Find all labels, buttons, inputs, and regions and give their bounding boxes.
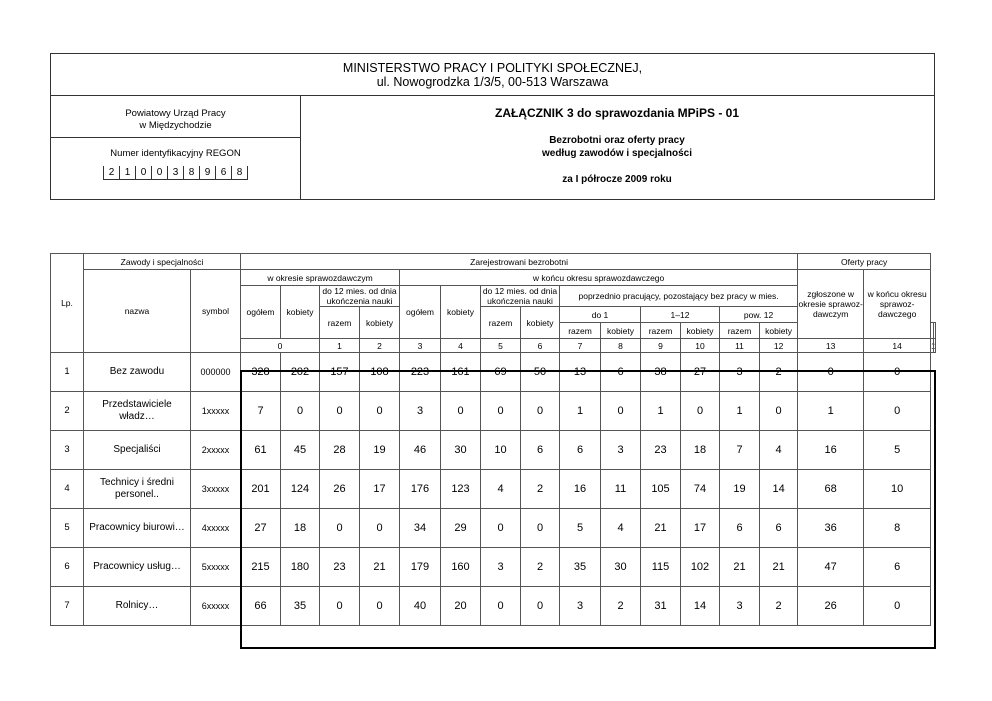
row-nazwa: Przedstawiciele władz… [84,392,191,431]
row-value: 21 [360,548,400,587]
row-value: 6 [560,431,601,470]
row-value: 38 [641,353,681,392]
header-ogolem-2: ogółem [400,286,441,339]
row-value: 74 [681,470,720,509]
row-value: 27 [681,353,720,392]
row-value: 40 [400,587,441,626]
ministry-name: MINISTERSTWO PRACY I POLITYKI SPOŁECZNEJ, [342,61,643,75]
row-value: 23 [641,431,681,470]
row-value: 7 [720,431,760,470]
office-line-2: w Międzychodzie [139,120,212,131]
header-ogolem: ogółem [241,286,281,339]
row-value: 0 [521,392,560,431]
header-kobiety-do1: kobiety [601,323,641,339]
column-number: 7 [560,339,601,353]
row-value: 7 [241,392,281,431]
row-lp: 6 [51,548,84,587]
subtitle-line-1: Bezrobotni oraz oferty pracy [549,135,685,146]
row-value: 1 [560,392,601,431]
row-value: 0 [601,392,641,431]
column-number: 10 [681,339,720,353]
row-value: 202 [281,353,320,392]
row-value: 1 [641,392,681,431]
regon-digit: 8 [231,166,248,180]
row-value: 1 [720,392,760,431]
row-value: 1 [798,392,864,431]
regon-digit: 2 [103,166,119,180]
header-do12: do 12 mies. od dnia ukończenia nauki [320,286,400,307]
regon-digit: 3 [167,166,183,180]
row-value: 179 [400,548,441,587]
header-lp: Lp. [51,254,84,353]
row-value: 0 [798,353,864,392]
row-nazwa: Rolnicy… [84,587,191,626]
header-spacer-16 [933,323,935,339]
column-number: 11 [720,339,760,353]
row-value: 0 [864,353,931,392]
row-symbol: 000000 [191,353,241,392]
regon-digit: 8 [183,166,199,180]
row-value: 124 [281,470,320,509]
regon-digit: 0 [151,166,167,180]
row-value: 3 [720,587,760,626]
column-number: 5 [481,339,521,353]
row-lp: 3 [51,431,84,470]
row-value: 21 [641,509,681,548]
row-value: 18 [281,509,320,548]
row-value: 0 [864,392,931,431]
row-value: 6 [521,431,560,470]
row-value: 176 [400,470,441,509]
header-do12-2: do 12 mies. od dnia ukończenia nauki [481,286,560,307]
row-value: 157 [320,353,360,392]
row-value: 27 [241,509,281,548]
row-symbol: 2xxxxx [191,431,241,470]
table-row [51,392,936,431]
statistics-table [50,253,936,626]
row-value: 50 [521,353,560,392]
column-number: 6 [521,339,560,353]
subtitle-line-2: według zawodów i specjalności [541,148,693,159]
row-value: 0 [864,587,931,626]
header-nazwa: nazwa [84,270,191,353]
row-value: 2 [760,353,798,392]
row-value: 5 [560,509,601,548]
row-value: 13 [560,353,601,392]
header-zarejestrowani: Zarejestrowani bezrobotni [241,254,798,270]
row-value: 2 [760,587,798,626]
row-value: 6 [601,353,641,392]
row-nazwa: Technicy i średni personel.. [84,470,191,509]
row-value: 0 [481,509,521,548]
row-value: 201 [241,470,281,509]
row-value: 30 [601,548,641,587]
header-kobiety: kobiety [281,286,320,339]
report-subtitle [300,134,934,160]
row-value: 16 [798,431,864,470]
row-value: 45 [281,431,320,470]
header-oferty: Oferty pracy [798,254,931,270]
header-kobiety-1-12: kobiety [681,323,720,339]
row-value: 20 [441,587,481,626]
row-value: 21 [720,548,760,587]
row-value: 46 [400,431,441,470]
row-value: 47 [798,548,864,587]
column-number: 8 [601,339,641,353]
row-value: 4 [760,431,798,470]
regon-label: Numer identyfikacyjny REGON [110,148,241,159]
row-value: 108 [360,353,400,392]
row-nazwa: Bez zawodu [84,353,191,392]
column-number: 4 [441,339,481,353]
row-value: 328 [241,353,281,392]
row-value: 0 [320,392,360,431]
row-value: 26 [798,587,864,626]
row-value: 69 [481,353,521,392]
header-kobiety-2: kobiety [441,286,481,339]
regon-digit: 0 [135,166,151,180]
row-nazwa: Pracownicy usług… [84,548,191,587]
row-value: 0 [521,587,560,626]
header-razem-do1: razem [560,323,601,339]
row-value: 180 [281,548,320,587]
row-value: 0 [281,392,320,431]
row-symbol: 1xxxxx [191,392,241,431]
column-number: 0 [241,339,320,353]
row-value: 2 [521,548,560,587]
row-value: 19 [360,431,400,470]
row-value: 3 [560,587,601,626]
header-w-okresie: w okresie sprawozdawczym [241,270,400,286]
row-symbol: 3xxxxx [191,470,241,509]
row-value: 3 [601,431,641,470]
row-value: 4 [601,509,641,548]
row-value: 0 [481,587,521,626]
row-value: 0 [760,392,798,431]
header-symbol: symbol [191,270,241,353]
row-value: 123 [441,470,481,509]
row-symbol: 4xxxxx [191,509,241,548]
row-value: 2 [601,587,641,626]
header-zawody: Zawody i specjalności [84,254,241,270]
row-value: 23 [320,548,360,587]
title-block [300,96,934,199]
row-value: 14 [681,587,720,626]
row-value: 61 [241,431,281,470]
row-lp: 5 [51,509,84,548]
ministry-address: ul. Nowogrodzka 1/3/5, 00-513 Warszawa [376,75,609,89]
column-number: 1 [320,339,360,353]
row-value: 0 [681,392,720,431]
row-value: 223 [400,353,441,392]
annex-title: ZAŁĄCZNIK 3 do sprawozdania MPiPS - 01 [494,106,740,120]
table-row [51,509,936,548]
header-w-koncu-okresu: w końcu okresu sprawoz-dawczego [864,270,931,339]
report-header [50,53,935,200]
row-value: 0 [360,392,400,431]
column-number: 2 [360,339,400,353]
row-value: 105 [641,470,681,509]
header-1-12: 1–12 [641,307,720,323]
row-value: 3 [400,392,441,431]
row-value: 17 [360,470,400,509]
row-value: 0 [481,392,521,431]
row-value: 0 [441,392,481,431]
row-value: 17 [681,509,720,548]
row-value: 10 [481,431,521,470]
row-value: 35 [281,587,320,626]
regon-digit: 6 [215,166,231,180]
header-razem: razem [320,307,360,339]
row-value: 28 [320,431,360,470]
column-number: 12 [760,339,798,353]
table-row [51,587,936,626]
row-symbol: 5xxxxx [191,548,241,587]
header-do1: do 1 [560,307,641,323]
column-number: 14 [864,339,931,353]
report-period: za I półrocze 2009 roku [562,174,672,185]
table-row [51,431,936,470]
row-lp: 7 [51,587,84,626]
row-value: 31 [641,587,681,626]
row-value: 14 [760,470,798,509]
row-value: 0 [320,509,360,548]
row-value: 3 [720,353,760,392]
row-value: 10 [864,470,931,509]
row-value: 0 [320,587,360,626]
header-pow12: pow. 12 [720,307,798,323]
header-poprzednio: poprzednio pracujący, pozostający bez pracy w mies. [560,286,798,307]
row-value: 21 [760,548,798,587]
row-value: 6 [720,509,760,548]
row-value: 68 [798,470,864,509]
row-value: 26 [320,470,360,509]
row-value: 102 [681,548,720,587]
row-value: 2 [521,470,560,509]
header-zgloszone: zgłoszone w okresie sprawoz-dawczym [798,270,864,339]
header-razem-pow12: razem [720,323,760,339]
regon-digit: 1 [119,166,135,180]
row-value: 160 [441,548,481,587]
row-value: 0 [521,509,560,548]
row-nazwa: Specjaliści [84,431,191,470]
column-number: 3 [400,339,441,353]
row-value: 6 [864,548,931,587]
column-number: 13 [798,339,864,353]
regon-digit: 9 [199,166,215,180]
row-value: 34 [400,509,441,548]
row-value: 3 [481,548,521,587]
row-value: 0 [360,587,400,626]
office-name [51,96,300,138]
row-lp: 4 [51,470,84,509]
row-value: 18 [681,431,720,470]
row-value: 19 [720,470,760,509]
row-lp: 2 [51,392,84,431]
row-value: 35 [560,548,601,587]
row-value: 30 [441,431,481,470]
row-symbol: 6xxxxx [191,587,241,626]
row-value: 161 [441,353,481,392]
row-value: 5 [864,431,931,470]
table-row [51,548,936,587]
header-razem-1-12: razem [641,323,681,339]
row-lp: 1 [51,353,84,392]
row-value: 4 [481,470,521,509]
header-w-koncu: w końcu okresu sprawozdawczego [400,270,798,286]
row-value: 36 [798,509,864,548]
table-row [51,470,936,509]
row-value: 11 [601,470,641,509]
column-number [933,339,935,353]
table-row [51,353,936,392]
office-line-1: Powiatowy Urząd Pracy [125,108,226,119]
header-kobiety-pow12: kobiety [760,323,798,339]
row-value: 115 [641,548,681,587]
header-kobiety-3: kobiety [360,307,400,339]
office-block [51,96,301,199]
row-nazwa: Pracownicy biurowi… [84,509,191,548]
ministry-block [51,54,934,96]
header-kobiety-4: kobiety [521,307,560,339]
regon-boxes [51,166,300,180]
row-value: 66 [241,587,281,626]
column-number: 9 [641,339,681,353]
header-razem-2: razem [481,307,521,339]
row-value: 0 [360,509,400,548]
row-value: 29 [441,509,481,548]
row-value: 215 [241,548,281,587]
row-value: 8 [864,509,931,548]
row-value: 16 [560,470,601,509]
row-value: 6 [760,509,798,548]
